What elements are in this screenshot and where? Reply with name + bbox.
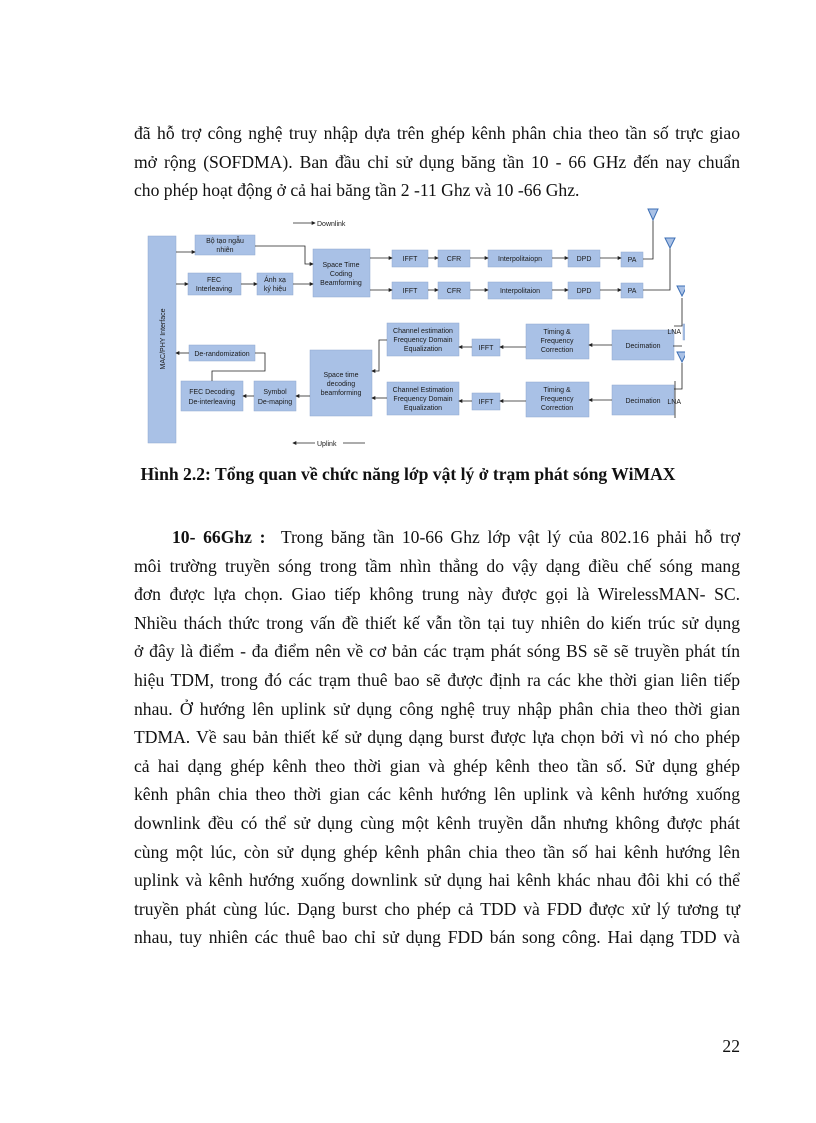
downlink-label: Downlink bbox=[317, 221, 346, 228]
std-label-1: Space time bbox=[323, 372, 359, 379]
lna-label-1: LNA bbox=[667, 329, 681, 336]
text-line: ở đây là điểm - đa điểm nên về cơ bản các trạm phát sóng BS sẽ sẽ truyền phát tín bbox=[134, 641, 740, 662]
timing-1-label-1: Timing & bbox=[543, 329, 571, 336]
symbol-mapping-label-1: Ánh xạ bbox=[264, 277, 286, 284]
derandomization-label: De-randomization bbox=[194, 351, 250, 358]
ifft-label-1: IFFT bbox=[402, 256, 418, 263]
channel-est-1-label-1: Channel estimation bbox=[393, 328, 453, 335]
timing-2-label-2: Frequency bbox=[540, 396, 574, 403]
text-line: hiệu TDM, trong đó các trạm thuê bao sẽ được định ra các khe thời gian liên tiếp bbox=[134, 669, 740, 690]
symbol-demapping-label-2: De-maping bbox=[257, 399, 293, 406]
body-paragraph bbox=[134, 523, 740, 952]
fft-label-1: IFFT bbox=[478, 345, 494, 352]
text-line: TDMA. Về sau bản thiết kế sử dụng dạng burst được lựa chọn bởi vì nó cho phép bbox=[134, 727, 740, 748]
dpd-label-2: DPD bbox=[576, 288, 592, 295]
text-line: kênh phân chia theo thời gian các kênh hướng lên uplink và kênh hướng xuống bbox=[134, 784, 740, 805]
fec-decoding-label-1: FEC Decoding bbox=[189, 389, 235, 396]
symbol-demapping-block bbox=[254, 381, 296, 411]
channel-est-2-label-3: Equalization bbox=[403, 405, 443, 412]
interpolation-label-2: Interpolitaion bbox=[499, 288, 541, 295]
text-line: cùng một lúc, còn sử dụng ghép kênh phân chia theo tần số hai kênh hướng lên bbox=[134, 841, 740, 862]
text-line bbox=[134, 523, 740, 552]
text-line: downlink đều có thể sử dụng cùng một kênh truyền dẫn nhưng không được phát bbox=[134, 812, 740, 833]
decimation-label-1: Decimation bbox=[625, 343, 661, 350]
std-label-2: decoding bbox=[326, 381, 356, 388]
lna-edge-1 bbox=[683, 324, 685, 340]
page-number: 22 bbox=[722, 1036, 740, 1056]
intro-paragraph bbox=[134, 119, 740, 205]
pa-label-2: PA bbox=[627, 288, 637, 295]
std-label-3: beamforming bbox=[320, 390, 362, 397]
fft-label-2: IFFT bbox=[478, 399, 494, 406]
wimax-phy-block-diagram bbox=[145, 206, 685, 451]
channel-est-2-label-2: Frequency Domain bbox=[393, 396, 453, 403]
text-line: truyền phát cùng lúc. Dạng burst cho phép cả TDD và FDD được xử lý tương tự bbox=[134, 898, 740, 919]
fec-interleaving-label-1: FEC bbox=[207, 277, 221, 284]
channel-est-1-label-3: Equalization bbox=[403, 346, 443, 353]
ifft-label-2: IFFT bbox=[402, 288, 418, 295]
fec-decoding-label-2: De-interleaving bbox=[188, 399, 236, 406]
text-line: đã hỗ trợ công nghệ truy nhập dựa trên ghép kênh phân chia theo tần số trực giao bbox=[134, 123, 740, 143]
antenna-icon bbox=[648, 209, 658, 220]
antenna-icon bbox=[677, 286, 685, 296]
timing-2-label-3: Correction bbox=[540, 405, 574, 412]
text-line: cho phép hoạt động ở cả hai băng tần 2 -11 Ghz và 10 -66 Ghz. bbox=[134, 180, 580, 201]
fec-decoding-block bbox=[181, 381, 243, 411]
interpolation-label-1: Interpolitaiopn bbox=[498, 256, 542, 263]
text-line: mở rộng (SOFDMA). Ban đầu chỉ sử dụng băng tần 10 - 66 GHz đến nay chuẩn bbox=[134, 151, 740, 172]
text-line: môi trường truyền sóng trong tầm nhìn thẳng do vậy dạng điều chế sóng mang bbox=[134, 555, 740, 576]
stc-label-1: Space Time bbox=[322, 262, 360, 269]
fec-interleaving-label-2: Interleaving bbox=[195, 286, 233, 293]
lna-label-2: LNA bbox=[667, 399, 681, 406]
text-line: cả hai dạng ghép kênh theo thời gian và ghép kênh theo tần số. Sử dụng ghép bbox=[134, 755, 740, 776]
mac-phy-interface-label: MAC/PHY Interface bbox=[160, 308, 167, 370]
randomizer-label-2: nhiên bbox=[216, 247, 234, 254]
uplink-label: Uplink bbox=[317, 441, 337, 448]
stc-label-3: Beamforming bbox=[320, 280, 362, 287]
channel-est-2-label-1: Channel Estimation bbox=[392, 387, 454, 394]
text-fragment: Trong băng tần 10-66 Ghz lớp vật lý của 802.16 phải hỗ trợ bbox=[280, 527, 740, 547]
dpd-label-1: DPD bbox=[576, 256, 592, 263]
figure-caption: Hình 2.2: Tổng quan về chức năng lớp vật lý ở trạm phát sóng WiMAX bbox=[140, 464, 676, 484]
antenna-icon bbox=[677, 352, 685, 362]
symbol-demapping-label-1: Symbol bbox=[263, 389, 287, 396]
decimation-label-2: Decimation bbox=[625, 398, 661, 405]
text-line: đơn được lựa chọn. Giao tiếp không trung này được gọi là WirelessMAN- SC. bbox=[134, 584, 740, 605]
cfr-label-2: CFR bbox=[446, 288, 462, 295]
antenna-icon bbox=[665, 238, 675, 248]
randomizer-label-1: Bộ tạo ngẫu bbox=[206, 238, 244, 245]
text-line: Nhiều thách thức trong vấn đề thiết kế vẫn tồn tại tuy nhiên do kiến trúc sử dụng bbox=[134, 612, 740, 633]
text-line: nhau, tuy nhiên các thuê bao chỉ sử dụng FDD bán song công. Hai dạng TDD và bbox=[134, 927, 740, 948]
cfr-label-1: CFR bbox=[446, 256, 462, 263]
text-line: uplink và kênh hướng xuống downlink sử dụng hai kênh khác nhau đôi khi có thể bbox=[134, 870, 740, 891]
channel-est-1-label-2: Frequency Domain bbox=[393, 337, 453, 344]
symbol-mapping-label-2: ký hiệu bbox=[263, 286, 287, 293]
timing-2-label-1: Timing & bbox=[543, 387, 571, 394]
pa-label-1: PA bbox=[627, 257, 637, 264]
section-lead: 10- 66Ghz : bbox=[172, 527, 266, 547]
timing-1-label-3: Correction bbox=[540, 347, 574, 354]
timing-1-label-2: Frequency bbox=[540, 338, 574, 345]
stc-label-2: Coding bbox=[329, 271, 353, 278]
text-line: nhau. Ở hướng lên uplink sử dụng công nghệ truy nhập phân chia theo thời gian bbox=[134, 698, 740, 719]
